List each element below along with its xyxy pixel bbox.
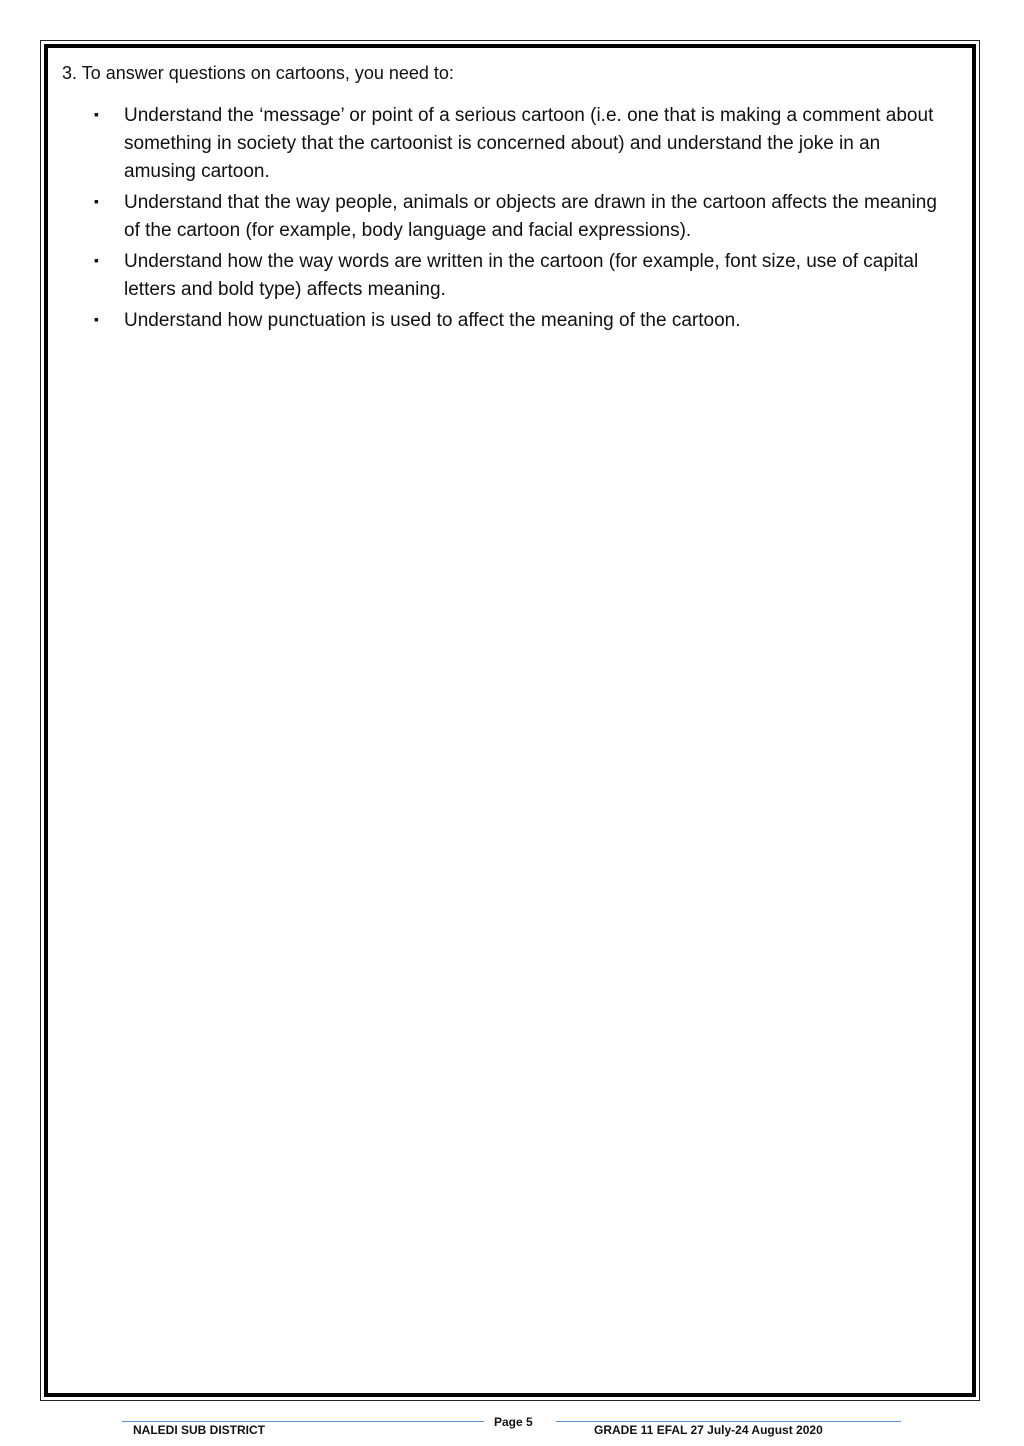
bullet-text: Understand that the way people, animals or objects are drawn in the cartoon affects the meaning of the cartoon (for example, body language and facial expressions). — [124, 192, 937, 241]
bullet-icon: ▪ — [94, 106, 99, 122]
footer-district: NALEDI SUB DISTRICT — [133, 1423, 265, 1437]
bullet-icon: ▪ — [94, 311, 99, 327]
footer-grade-dates: GRADE 11 EFAL 27 July-24 August 2020 — [594, 1423, 823, 1437]
footer-rule-left — [122, 1421, 484, 1422]
list-item — [62, 248, 954, 304]
intro-text: 3. To answer questions on cartoons, you need to: — [62, 63, 454, 83]
page-content — [62, 60, 962, 338]
list-item — [62, 307, 954, 335]
footer-page-number: Page 5 — [494, 1415, 533, 1429]
bullet-list — [62, 102, 962, 335]
footer-rule-right — [556, 1421, 901, 1422]
bullet-text: Understand how punctuation is used to affect the meaning of the cartoon. — [124, 310, 741, 331]
bullet-icon: ▪ — [94, 252, 99, 268]
list-item — [62, 189, 954, 245]
bullet-text: Understand how the way words are written in the cartoon (for example, font size, use of capital letters and bold type) affects meaning. — [124, 251, 919, 300]
page-footer — [0, 1410, 1024, 1446]
bullet-text: Understand the ‘message’ or point of a serious cartoon (i.e. one that is making a comment about something in society that the cartoonist is concerned about) and understand the joke in an amusing cartoon. — [124, 105, 934, 182]
list-item — [62, 102, 954, 186]
bullet-icon: ▪ — [94, 193, 99, 209]
